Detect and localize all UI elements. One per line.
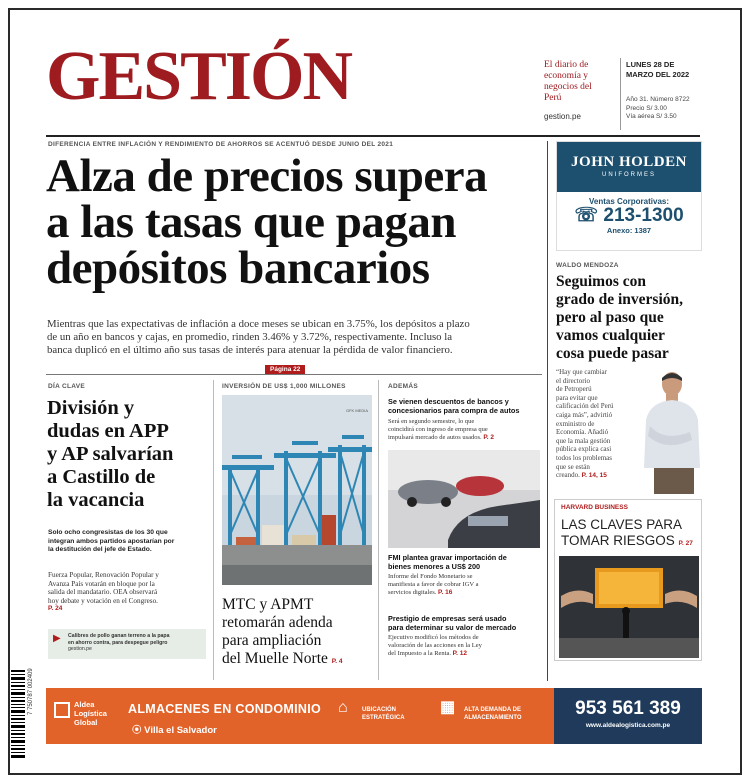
map-pin-icon: ⌂: [338, 699, 348, 716]
column-body-line: que la mala gestión: [556, 436, 611, 445]
aldea-logo-icon: [54, 702, 70, 718]
inversion-kicker: INVERSIÓN DE US$ 1,000 MILLONES: [222, 383, 346, 390]
lead-headline-line-3: depósitos bancarios: [46, 242, 430, 294]
dia-clave-deck-line: la destitución del jefe de Estado.: [48, 546, 152, 553]
column-body-line: para evitar que: [556, 393, 598, 402]
ademas-kicker: ADEMÁS: [388, 383, 418, 390]
ad-phone-box: [554, 688, 702, 744]
dia-clave-deck-line: Solo ocho congresistas de los 30 que: [48, 529, 168, 536]
john-holden-contact: [557, 197, 701, 235]
ademas-item-2-title: [388, 553, 507, 571]
aldea-brand-3: Global: [74, 718, 98, 727]
ademas-body-line: manifiesta a favor de cobrar IGV a: [388, 581, 479, 588]
john-holden-ext: Anexo: 1387: [606, 226, 652, 235]
column-divider-3: [547, 141, 548, 681]
ademas-title-line: Prestigio de empresas será usado: [388, 614, 507, 623]
column-body-line: “Hay que cambiar: [556, 368, 607, 376]
sales-label: Ventas Corporativas:: [588, 197, 670, 206]
ademas-title-line: para determinar su valor de mercado: [388, 623, 517, 632]
column-body-line: de Petroperú: [556, 385, 592, 394]
ademas-title-line: Se vienen descuentos de bancos y: [388, 397, 509, 406]
ad-feature-1: [338, 699, 405, 722]
column-ref: P. 14, 15: [581, 472, 607, 480]
ademas-item-1-title: [388, 397, 519, 415]
ademas-body-line: coincidirá con ingreso de empresa que: [388, 426, 488, 433]
dia-clave-headline: [47, 397, 173, 512]
barcode-number: 7 750787 002409: [28, 668, 34, 715]
ademas-item-2-body: [388, 573, 478, 597]
port-cranes-photo: [222, 395, 372, 585]
column-title-line-3: pero al paso que: [556, 309, 664, 326]
dia-clave-deck-line: integran ambos partidos apostarían por: [48, 537, 175, 545]
lead-headline-line-1: Alza de precios supera: [46, 150, 488, 202]
harvard-box: [554, 499, 702, 661]
dia-clave-headline-line: a Castillo de: [47, 466, 156, 488]
ademas-title-line: concesionarios para compra de autos: [388, 406, 520, 415]
harvard-title-line-1: LAS CLAVES PARA: [561, 517, 683, 532]
dia-clave-deck: [48, 529, 174, 555]
promo-line-3: gestion.pe: [68, 646, 92, 652]
barcode: [10, 668, 26, 768]
aldea-brand-2: Logística: [74, 709, 107, 718]
issue-number: Año 31. Número 8722: [626, 96, 690, 103]
ad-location-text: Villa el Salvador: [144, 725, 217, 736]
column-body-line: creando.: [556, 471, 580, 480]
newspaper-front-page: [8, 8, 742, 775]
ademas-body-line: valoración de las acciones en la Ley: [388, 642, 482, 649]
john-holden-phone: 213-1300: [603, 205, 684, 226]
lead-deck-line-2: de un año en bancos y cajas, en promedio, rinden 3.46% y 3.72%, respectivamente. Incluso la: [47, 331, 453, 343]
dia-clave-body-line: salida del mandatario. OEA observará: [48, 588, 158, 597]
lead-kicker: DIFERENCIA ENTRE INFLACIÓN Y RENDIMIENTO DE AHORROS SE ACENTUÓ DESDE JUNIO DEL 2021: [48, 141, 394, 148]
promo-line-2: en ahorro contra, para despegue peligro: [68, 639, 168, 646]
column-body-line: calificación del Perú: [556, 402, 614, 411]
ad-headline: ALMACENES EN CONDOMINIO: [128, 702, 322, 716]
dia-clave-ref: P. 24: [48, 605, 63, 613]
column-body-line: caiga más”, advirtió: [556, 410, 613, 419]
photo-credit: GFK MEDIA: [346, 408, 369, 413]
harvard-illustration: [559, 556, 699, 658]
column-body: [556, 368, 642, 481]
masthead-website: gestion.pe: [544, 112, 581, 121]
feature-1-line-1: UBICACIÓN: [362, 707, 396, 713]
ademas-body-line: del Impuesto a la Renta.: [388, 650, 451, 657]
dia-clave-kicker: DÍA CLAVE: [48, 383, 86, 390]
feature-1-line-2: ESTRATÉGICA: [362, 715, 405, 721]
harvard-title: [561, 517, 693, 552]
ademas-item-1-ref: P. 2: [483, 434, 495, 441]
harvard-kicker: HARVARD BUSINESS: [561, 504, 628, 511]
location-pin-icon: ⦿: [132, 725, 142, 736]
dia-clave-headline-line: dudas en APP: [47, 420, 169, 442]
ademas-item-2-ref: P. 16: [438, 589, 453, 596]
column-divider-2: [378, 380, 379, 680]
dia-clave-promo[interactable]: [48, 629, 206, 659]
column-body-line: que se están: [556, 462, 590, 471]
column-author: WALDO MENDOZA: [556, 262, 619, 269]
dia-clave-headline-line: la vacancia: [47, 489, 145, 511]
tagline-text: El diario de economía y negocios del Perú: [544, 60, 592, 103]
john-holden-brand-bar: [557, 142, 701, 192]
john-holden-ad: [556, 141, 702, 251]
column-divider-1: [213, 380, 214, 680]
inversion-ref: P. 4: [331, 658, 343, 665]
masthead-issue-info: [626, 96, 690, 122]
ad-location: [132, 722, 217, 736]
masthead-logo: GESTIÓN: [46, 38, 351, 115]
column-body-line: todos los problemas: [556, 453, 612, 462]
bottom-ad: [46, 688, 702, 744]
column-title-line-4: vamos cualquier: [556, 327, 665, 344]
masthead-tagline: [544, 60, 608, 104]
column-body-line: el directorio: [556, 376, 591, 385]
column-title-line-2: grado de inversión,: [556, 291, 684, 308]
harvard-ref: P. 27: [678, 540, 693, 547]
john-holden-sub: UNIFORMES: [602, 172, 656, 178]
warehouse-icon: ▦: [440, 699, 456, 716]
lead-page-tag: Página 22: [265, 365, 305, 374]
column-body-line: pública explica casi: [556, 445, 612, 454]
price-air: Vía aérea S/ 3.50: [626, 113, 677, 120]
price: Precio S/ 3.00: [626, 104, 667, 112]
cars-photo: [388, 450, 540, 548]
lead-headline: [46, 150, 488, 294]
ademas-body-line: impulsará mercado de autos usados.: [388, 434, 482, 441]
column-title: [556, 273, 683, 363]
feature-2-line-2: ALMACENAMIENTO: [464, 715, 522, 721]
promo-line-1: Calibres de pollo ganan terreno a la papa: [68, 633, 170, 639]
dia-clave-body-line: Fuerza Popular, Renovación Popular y: [48, 571, 159, 579]
lead-deck-line-1: Mientras que las expectativas de inflación a doce meses se ubican en 3.75%, los depósitos a plazo: [47, 318, 470, 330]
feature-2-line-1: ALTA DEMANDA DE: [464, 707, 521, 713]
ademas-body-line: Ejecutivo modificó los métodos de: [388, 634, 479, 641]
lead-deck: [47, 318, 537, 357]
column-title-line-5: cosa puede pasar: [556, 345, 669, 362]
inversion-headline-line: retomarán adenda: [222, 614, 333, 631]
john-holden-brand: JOHN HOLDEN: [571, 154, 687, 170]
ad-feature-2: [440, 699, 522, 722]
inversion-headline-line: del Muelle Norte: [222, 650, 328, 667]
dia-clave-body-line: hoy debate y votación en el Congreso.: [48, 596, 158, 605]
column-body-line: Economía. Añadió: [556, 428, 609, 437]
ademas-body-line: Será en segundo semestre, lo que: [388, 418, 475, 425]
lead-headline-line-2: a las tasas que pagan: [46, 196, 456, 248]
column-title-line-1: Seguimos con: [556, 273, 646, 290]
column-body-line: exministro de: [556, 419, 595, 428]
dia-clave-headline-line: y AP salvarían: [47, 443, 174, 465]
columnist-photo: [636, 368, 702, 494]
lead-deck-line-3: banca duplicó en el último año sus tasas de interés para atenuar la pérdida de valor financiero.: [47, 344, 453, 356]
ad-url: www.aldealogistica.com.pe: [585, 722, 671, 729]
masthead-divider: [620, 58, 621, 130]
ademas-item-3-body: [388, 634, 482, 658]
harvard-title-line-2: TOMAR RIESGOS: [561, 533, 675, 548]
ademas-item-3-ref: P. 12: [452, 650, 467, 657]
dia-clave-body: [48, 571, 159, 614]
masthead-rule: [46, 135, 700, 137]
inversion-headline-line: para ampliación: [222, 632, 322, 649]
dia-clave-headline-line: División y: [47, 397, 135, 419]
lead-bottom-rule: [46, 374, 542, 375]
inversion-headline: [222, 596, 343, 671]
ademas-title-line: FMI plantea gravar importación de: [388, 553, 507, 562]
dia-clave-body-line: Avanza País votarán en bloque por la: [48, 579, 155, 588]
ademas-title-line: bienes menores a US$ 200: [388, 562, 481, 571]
aldea-brand-1: Aldea: [74, 700, 95, 709]
ademas-body-line: Informe del Fondo Monetario se: [388, 573, 473, 580]
ademas-item-1-body: [388, 418, 494, 442]
ademas-item-3-title: [388, 614, 516, 632]
ademas-body-line: servicios digitales.: [388, 589, 437, 596]
masthead-date: LUNES 28 DE MARZO DEL 2022: [626, 60, 690, 79]
inversion-headline-line: MTC y APMT: [222, 596, 314, 613]
ad-phone: 953 561 389: [575, 698, 681, 719]
phone-icon: ☏: [574, 205, 599, 226]
play-icon: ▶: [53, 633, 61, 644]
aldea-logo: [54, 700, 116, 732]
